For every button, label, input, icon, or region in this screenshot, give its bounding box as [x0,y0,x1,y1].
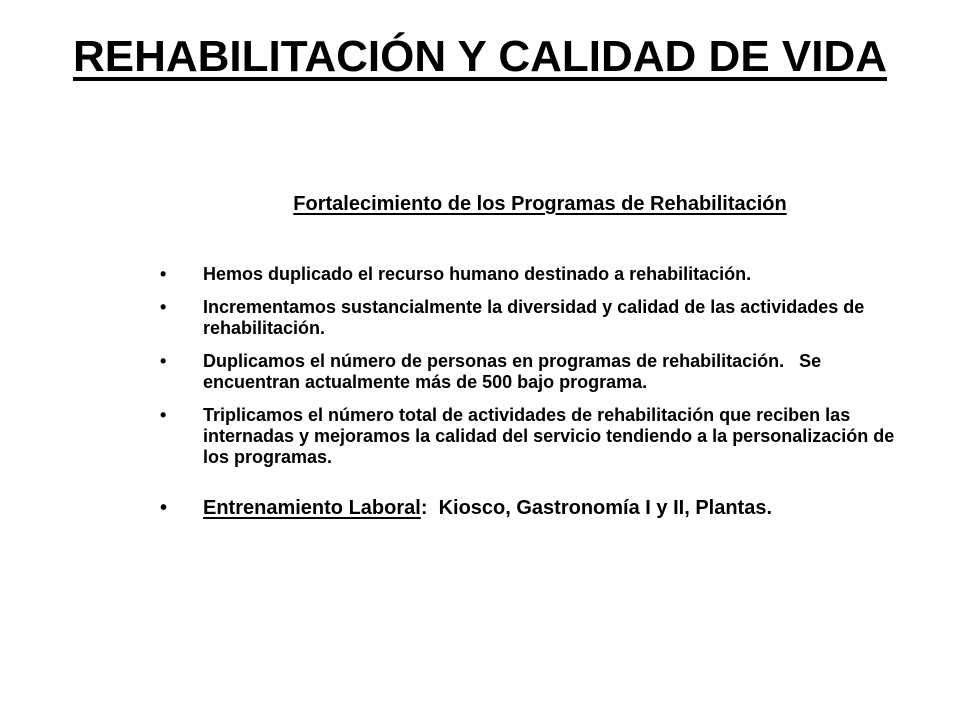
bullet-item [160,297,900,339]
training-label: Entrenamiento Laboral [203,497,421,519]
slide-subtitle-text: Fortalecimiento de los Programas de Rehabilitación [293,193,787,215]
bullet-dot: • [160,497,168,519]
training-text: : Kiosco, Gastronomía I y II, Plantas. [420,497,773,519]
bullet-list [160,264,900,532]
bullet-text: Duplicamos el número de personas en programas de rehabilitación. Se encuentran actualmente más de 500 bajo programa. [203,351,827,392]
bullet-dot: • [160,405,167,425]
bullet-dot: • [160,297,167,317]
bullet-dot: • [160,351,167,371]
slide-subtitle [120,190,960,218]
bullet-item [160,264,900,285]
bullet-item [160,351,900,393]
bullet-item-training [160,496,900,520]
bullet-text: Hemos duplicado el recurso humano destinado a rehabilitación. [203,264,752,284]
bullet-dot: • [160,264,167,284]
bullet-text: Triplicamos el número total de actividades de rehabilitación que reciben las internadas y mejoramos la calidad del servicio tendiendo a la personalización de los programas. [203,405,900,467]
bullet-text: Incrementamos sustancialmente la diversidad y calidad de las actividades de rehabilitación. [203,297,865,338]
slide-title-text: REHABILITACIÓN Y CALIDAD DE VIDA [72,32,888,81]
slide-title [60,28,900,86]
bullet-item [160,405,900,468]
